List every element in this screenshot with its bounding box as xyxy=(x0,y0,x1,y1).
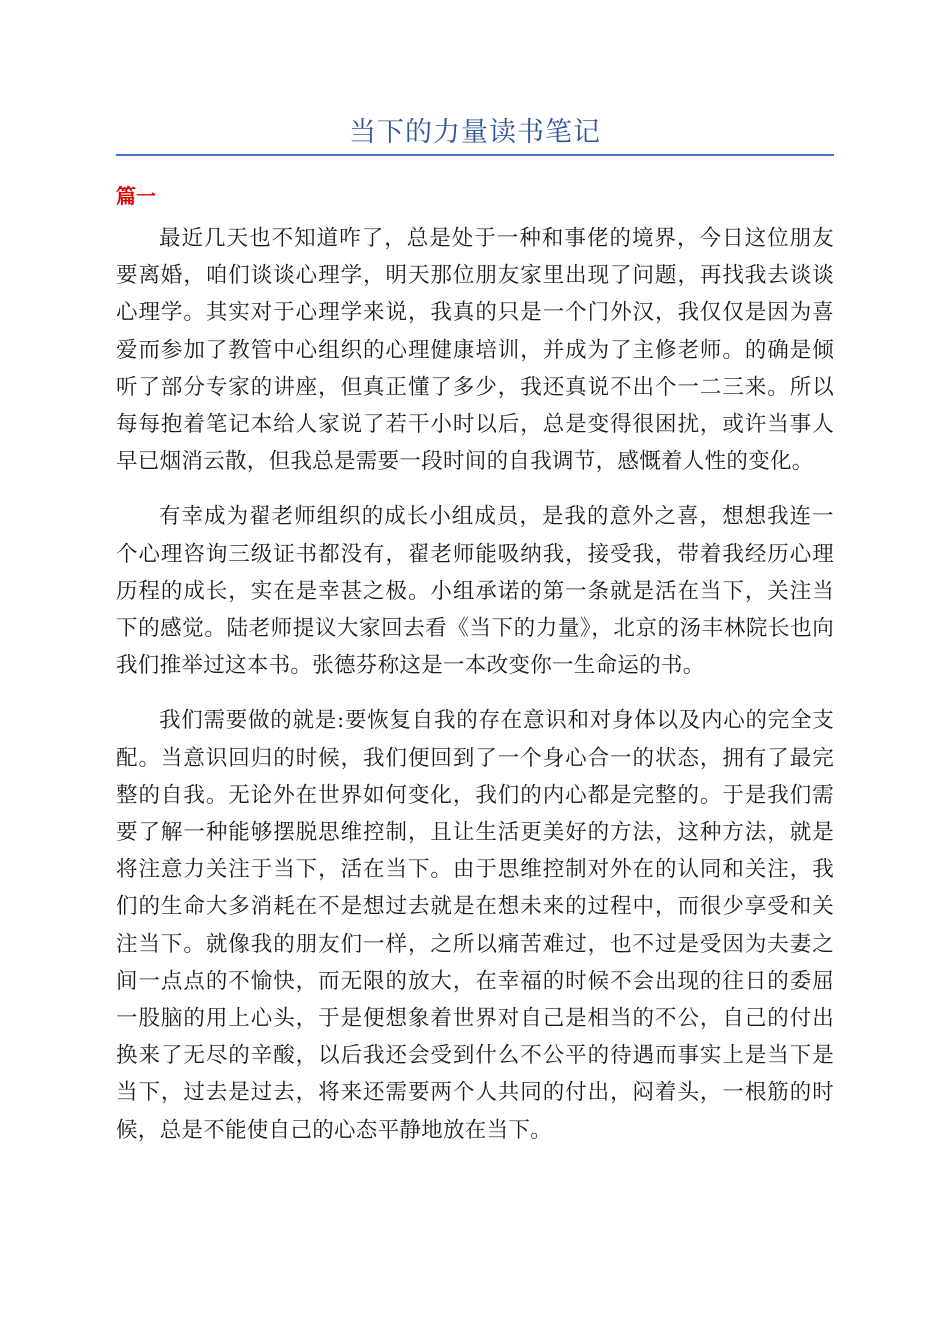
body-text xyxy=(116,220,834,1167)
document-title: 当下的力量读书笔记 xyxy=(349,117,601,148)
title-underline-rule xyxy=(116,154,834,156)
section-heading: 篇一 xyxy=(116,184,156,208)
paragraph-3: 我们需要做的就是:要恢复自我的存在意识和对身体以及内心的完全支配。当意识回归的时候，我们便回到了一个身心合一的状态，拥有了最完整的自我。无论外在世界如何变化，我们的内心都是完整的。于是我们需要了解一种能够摆脱思维控制，且让生活更美好的方法，这种方法，就是将注意力关注于当下，活在当下。由于思维控制对外在的认同和关注，我们的生命大多消耗在不是想过去就是在想未来的过程中，而很少享受和关注当下。就像我的朋友们一样，之所以痛苦难过，也不过是受因为夫妻之间一点点的不愉快，而无限的放大，在幸福的时候不会出现的往日的委屈一股脑的用上心头，于是便想象着世界对自己是相当的不公，自己的付出换来了无尽的辛酸，以后我还会受到什么不公平的待遇而事实上是当下是当下，过去是过去，将来还需要两个人共同的付出，闷着头，一根筋的时候，总是不能使自己的心态平静地放在当下。 xyxy=(116,708,834,1143)
paragraph-1: 最近几天也不知道咋了，总是处于一种和事佬的境界，今日这位朋友要离婚，咱们谈谈心理学，明天那位朋友家里出现了问题，再找我去谈谈心理学。其实对于心理学来说，我真的只是一个门外汉，我仅仅是因为喜爱而参加了教管中心组织的心理健康培训，并成为了主修老师。的确是倾听了部分专家的讲座，但真正懂了多少，我还真说不出个一二三来。所以每每抱着笔记本给人家说了若干小时以后，总是变得很困扰，或许当事人早已烟消云散，但我总是需要一段时间的自我调节，感慨着人性的变化。 xyxy=(116,226,834,475)
paragraph-2: 有幸成为翟老师组织的成长小组成员，是我的意外之喜，想想我连一个心理咨询三级证书都没有，翟老师能吸纳我，接受我，带着我经历心理历程的成长，实在是幸甚之极。小组承诺的第一条就是活在当下，关注当下的感觉。陆老师提议大家回去看《当下的力量》，北京的汤丰林院长也向我们推举过这本书。张德芬称这是一本改变你一生命运的书。 xyxy=(116,504,834,679)
